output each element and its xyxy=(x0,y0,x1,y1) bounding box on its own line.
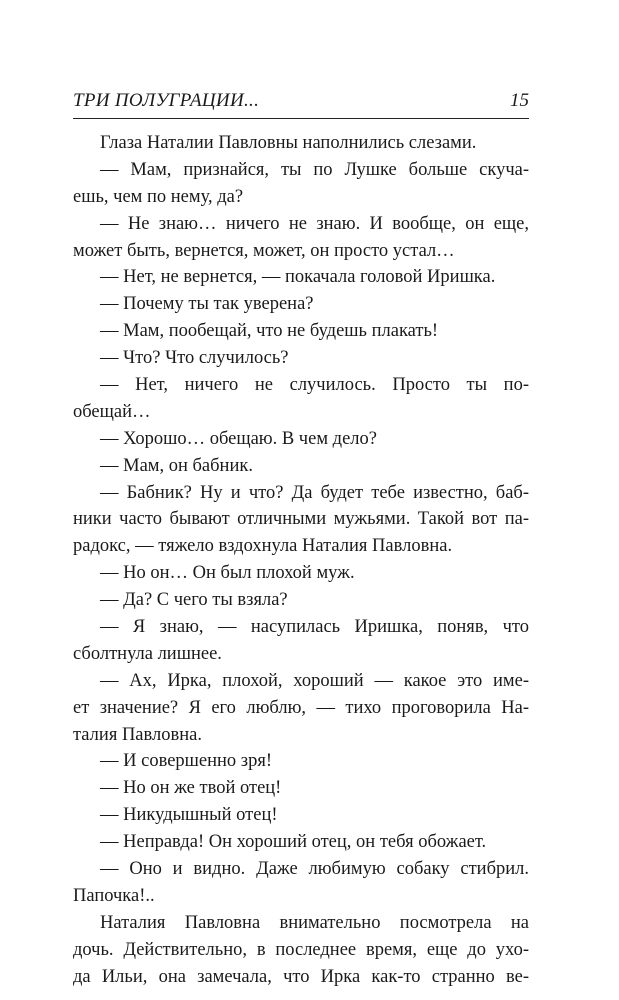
text-line: сболтнула лишнее. xyxy=(73,643,222,664)
text-line: дочь. Действительно, в последнее время, еще до ухо- xyxy=(73,939,529,960)
text-line: — Хорошо… обещаю. В чем дело? xyxy=(100,428,377,449)
running-title: ТРИ ПОЛУГРАЦИИ... xyxy=(73,90,260,111)
running-header xyxy=(73,86,529,119)
text-line: да Ильи, она замечала, что Ирка как-то странно ве- xyxy=(73,966,529,987)
text-line: — И совершенно зря! xyxy=(100,751,273,772)
text-line: — Нет, ничего не случилось. Просто ты по- xyxy=(100,375,529,396)
text-line: — Мам, пообещай, что не будешь плакать! xyxy=(100,321,439,342)
text-line: — Я знаю, — насупилась Иришка, поняв, что xyxy=(100,617,529,638)
text-line: ники часто бывают отличными мужьями. Такой вот па- xyxy=(73,509,529,530)
text-line: — Никудышный отец! xyxy=(100,805,278,826)
text-line: Наталия Павловна внимательно посмотрела на xyxy=(100,912,529,933)
text-line: — Оно и видно. Даже любимую собаку стибрил. xyxy=(100,859,529,880)
text-line: — Почему ты так уверена? xyxy=(100,294,314,315)
text-line: — Неправда! Он хороший отец, он тебя обожает. xyxy=(100,832,487,853)
page-number: 15 xyxy=(510,90,529,111)
text-line: — Не знаю… ничего не знаю. И вообще, он еще, xyxy=(100,213,529,234)
text-line: ет значение? Я его люблю, — тихо проговорила На- xyxy=(73,697,529,718)
body-text xyxy=(73,130,529,991)
text-line: — Да? С чего ты взяла? xyxy=(100,590,288,611)
text-line: — Мам, он бабник. xyxy=(100,455,253,476)
text-line: радокс, — тяжело вздохнула Наталия Павловна. xyxy=(73,536,453,557)
text-line: ешь, чем по нему, да? xyxy=(73,186,244,207)
text-line: — Ах, Ирка, плохой, хороший — какое это име- xyxy=(100,670,529,691)
text-line: — Но он… Он был плохой муж. xyxy=(100,563,355,584)
text-line: может быть, вернется, может, он просто устал… xyxy=(73,240,455,261)
text-line: обещай… xyxy=(73,401,151,422)
text-line: — Что? Что случилось? xyxy=(100,348,289,369)
text-line: Папочка!.. xyxy=(73,885,155,906)
text-line: — Бабник? Ну и что? Да будет тебе известно, баб- xyxy=(100,482,529,503)
text-line: Глаза Наталии Павловны наполнились слезами. xyxy=(100,133,477,153)
text-line: — Но он же твой отец! xyxy=(100,778,282,799)
text-line: — Мам, признайся, ты по Лушке больше скуча- xyxy=(100,159,529,180)
text-line: талия Павловна. xyxy=(73,724,202,745)
text-line: — Нет, не вернется, — покачала головой Иришка. xyxy=(100,267,496,288)
